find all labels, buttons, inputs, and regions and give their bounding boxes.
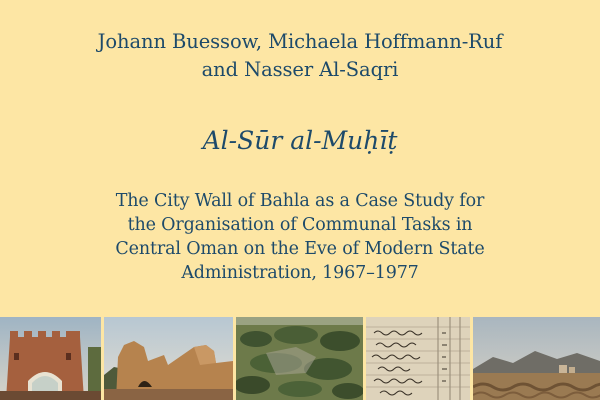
photo-strip [0, 317, 600, 400]
author-names [0, 28, 600, 84]
book-title: Al-Sūr al-Muḥīṭ [202, 126, 398, 155]
subtitle-line-4: Administration, 1967–1977 [181, 263, 419, 283]
photo-manuscript-ledger [366, 317, 470, 400]
subtitle-line-1: The City Wall of Bahla as a Case Study for [115, 191, 485, 211]
photo-fortress-ruins [104, 317, 233, 400]
photo-desert-landscape [473, 317, 600, 400]
photo-gate-tower [0, 317, 101, 400]
subtitle-line-3: Central Oman on the Eve of Modern State [115, 239, 485, 259]
photo-palm-oasis [236, 317, 363, 400]
book-subtitle [0, 189, 600, 285]
author-line-1: Johann Buessow, Michaela Hoffmann-Ruf [97, 30, 503, 53]
author-line-2: and Nasser Al-Saqri [201, 58, 399, 81]
subtitle-line-2: the Organisation of Communal Tasks in [127, 215, 473, 235]
